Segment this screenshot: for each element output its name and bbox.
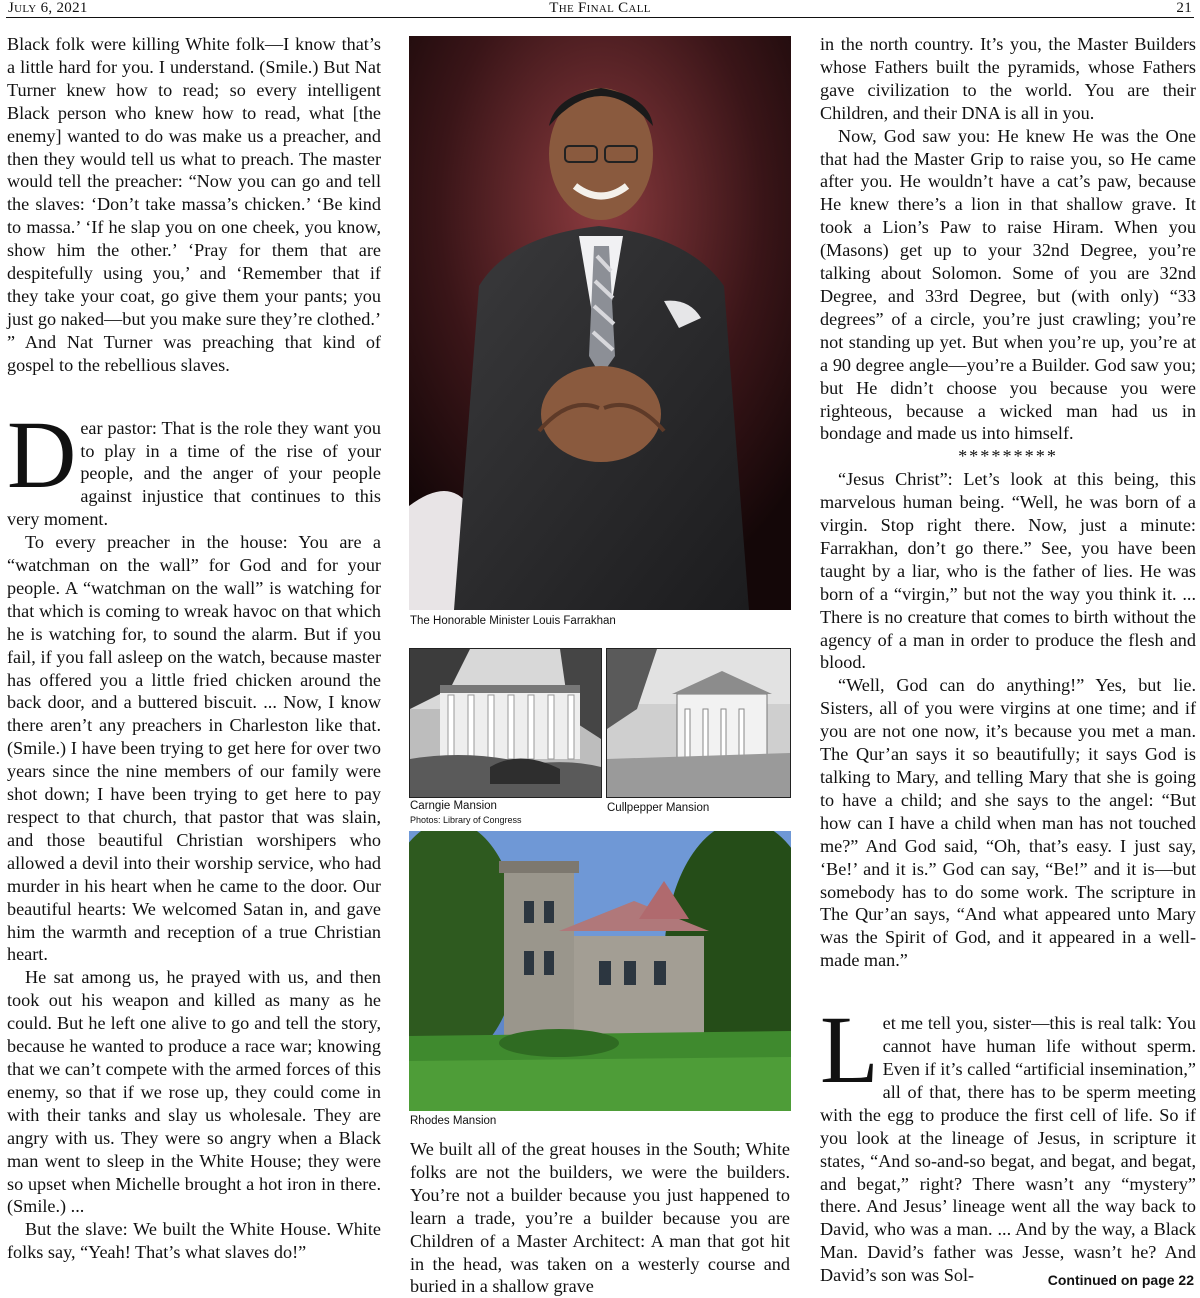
article-column-2 bbox=[410, 1138, 790, 1298]
page-header bbox=[6, 0, 1194, 18]
rhodes-mansion-photo bbox=[409, 831, 791, 1111]
paragraph: Black folk were killing White folk—I know that’s a little hard for you. I understand. (Smile.) But Nat Turner knew how to read; so every intelligent Black person who knew how to read, what [the enemy] wanted to do was make us a preacher, and then they would tell us what to preach. The master would tell the preacher: “Now you can go and tell the slaves: ‘Don’t take massa’s chicken.’ ‘Be kind to massa.’ ‘If he slap you on one cheek, you know, show him the other.’ ‘Pray for them that are despitefully using you,’ and ‘Remember that if they take your coat, go give them your pants; you just go naked—but you make sure they’re clothed.’ ” And Nat Turner was preaching that kind of gospel to the rebellious slaves. bbox=[7, 34, 381, 375]
paragraph: He sat among us, he prayed with us, and then took out his weapon and killed as many as he could. But he left one alive to go and tell the story, because he wanted to produce a race war; knowing that we can’t compete with the armed forces of this enemy, so that if we rose up, they could come in with their tanks and slay us wholesale. They are angry with us. They were so angry when a Black man went to sleep in the White House; they were so upset when Michelle brought a hot iron in there. (Smile.) ... bbox=[7, 967, 381, 1217]
section-divider: ********* bbox=[958, 446, 1058, 467]
drop-cap: L bbox=[820, 996, 879, 1104]
article-column-3 bbox=[820, 33, 1196, 1287]
paragraph: We built all of the great houses in the South; White folks are not the builders, we were the builders. You’re not a builder because you just happened to learn a trade, you’re a builder because you are Children of a Master Architect: A man that got hit in the head, was taken on a westerly course and buried in a shallow grave bbox=[410, 1139, 790, 1297]
publication-name: The Final Call bbox=[549, 0, 651, 16]
continued-on-link[interactable]: Continued on page 22 bbox=[1047, 1272, 1194, 1288]
paragraph-text: et me tell you, sister—this is real talk: You cannot have human life without sperm. Even if it’s called “artificial insemination,” all of that, there has to be sperm meeting with the egg to produce the first cell of life. So if you look at the lineage of Jesus, in scripture it states, “And so-and-so begat, and begat, and begat, and begat,” right? There wasn’t any “mystery” there. And Jesus’ lineage went all the way back to David, who was a man. ... And by the way, a Black Man. David’s father was Jesse, wasn’t he? And David’s son was Sol- bbox=[820, 1013, 1196, 1286]
paragraph: Now, God saw you: He knew He was the One that had the Master Grip to raise you, so He came after you. He wouldn’t have a cat’s paw, because He knew there’s a lion in that shallow grave. It took a Lion’s Paw to raise Hiram. When you (Masons) get up to your 32nd Degree, you’re talking about Solomon. Some of you are 32nd Degree, and 33rd Degree, but (with only) “33 degrees” of a circle, you’re just crawling; you’re not standing up yet. But when you’re up, you’re at a 90 degree angle—you’re a Builder. God saw you; but He didn’t choose you because you were righteous, because a wicked man had us in bondage and made us into himself. bbox=[820, 125, 1196, 444]
photo-caption-farrakhan: The Honorable Minister Louis Farrakhan bbox=[410, 615, 616, 627]
drop-cap: D bbox=[7, 400, 77, 508]
photo-caption-carngie: Carngie Mansion bbox=[410, 800, 497, 812]
photo-caption-rhodes: Rhodes Mansion bbox=[410, 1115, 497, 1127]
photo-caption-cullpepper: Cullpepper Mansion bbox=[607, 802, 710, 814]
article-column-1 bbox=[7, 33, 381, 1264]
issue-date: July 6, 2021 bbox=[8, 0, 88, 16]
photo-credit: Photos: Library of Congress bbox=[410, 815, 522, 825]
paragraph: But the slave: We built the White House. White folks say, “Yeah! That’s what slaves do!” bbox=[7, 1219, 381, 1263]
paragraph: in the north country. It’s you, the Master Builders whose Fathers built the pyramids, whose Fathers gave civilization to the world. You are their Children, and their DNA is all in you. bbox=[820, 34, 1196, 123]
mansion-image bbox=[607, 649, 790, 797]
cullpepper-mansion-photo bbox=[606, 648, 791, 798]
page-number: 21 bbox=[1176, 0, 1192, 16]
farrakhan-photo bbox=[409, 36, 791, 610]
paragraph-with-dropcap bbox=[7, 400, 381, 532]
carngie-mansion-photo bbox=[409, 648, 602, 798]
paragraph: “Jesus Christ”: Let’s look at this being, this marvelous human being. “Well, he was born of a virgin. Stop right there. Now, just a minute: Farrakhan, don’t go there.” See, you have been taught by a liar, who is the father of lies. He was born of a “virgin,” but not the way you think it. ... There is no creature that comes to birth without the agency of a man in order to produce the flesh and blood. bbox=[820, 469, 1196, 673]
mansion-image bbox=[409, 831, 791, 1111]
paragraph: “Well, God can do anything!” Yes, but lie. Sisters, all of you were virgins at one time; and if you are not one now, it’s because you met a man. The Qur’an says it so beautifully; it says God is talking to Mary, and telling Mary that she is going to have a child; and she says to the angel: “But how can I have a child when man has not touched me?” And God said, “Oh, that’s easy. I just say, ‘Be!’ and it is.” God can say, “Be!” and it is—but somebody has to do some work. The scripture in The Qur’an says, “And what appeared unto Mary was the Spirit of God, and it appeared in a well-made man.” bbox=[820, 675, 1196, 971]
paragraph-with-dropcap bbox=[820, 996, 1196, 1287]
mansion-image bbox=[410, 649, 601, 797]
portrait-image bbox=[409, 36, 791, 610]
paragraph-text: ear pastor: That is the role they want you to play in a time of the rise of your people, and the anger of your people against injustice that continues to this very moment. bbox=[7, 417, 381, 530]
paragraph: To every preacher in the house: You are a “watchman on the wall” for God and for your people. A “watchman on the wall” is watching for that which is coming to wreak havoc on that which he is watching for, to sound the alarm. But if you fail, if you fall asleep on the watch, because master has offered you a little fried chicken around the back door, and a buttered biscuit. ... Now, I know there aren’t any preachers in Charleston like that. (Smile.) I have been trying to get here for over two years since the nine members of our family were shot down; I have been trying to get here to pay respect to that church, that pastor that was slain, and those beautiful Christian worshipers who allowed a devil into their worship service, who had murder in his heart when he came to the door. Our beautiful hearts: We welcomed Satan in, and gave him the warmth and reception of a true Christian heart. bbox=[7, 532, 381, 965]
